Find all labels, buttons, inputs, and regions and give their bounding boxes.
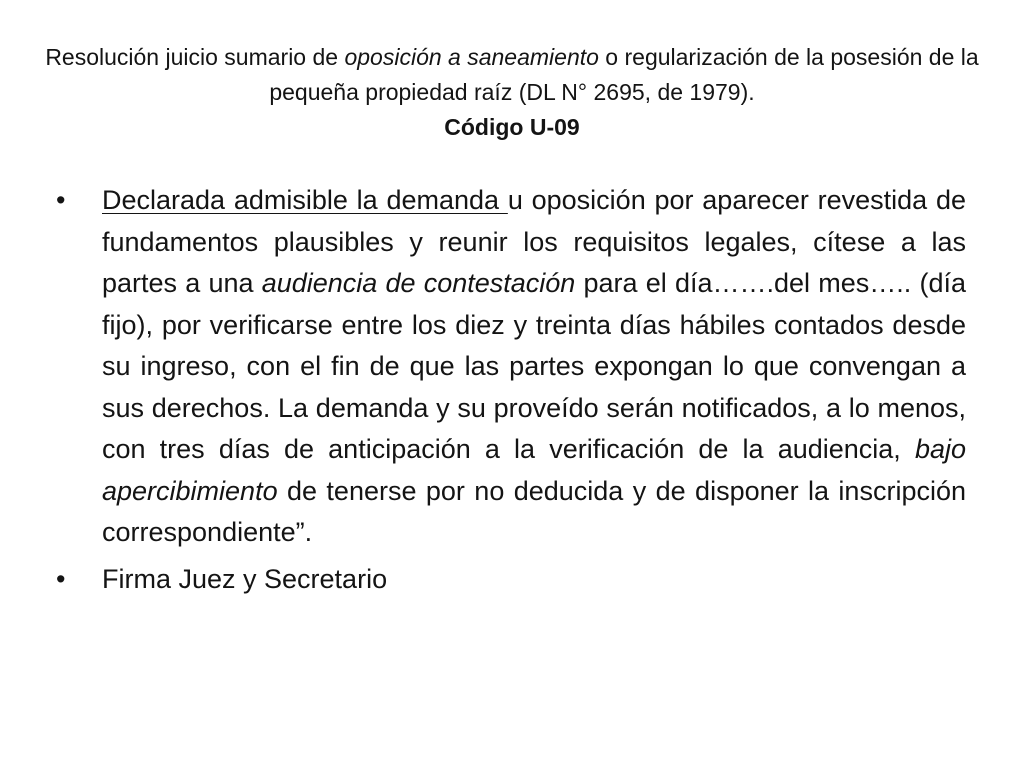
bullet-item-resolution <box>56 180 966 554</box>
signature-text: Firma Juez y Secretario <box>102 563 388 594</box>
bullet-item-signature <box>56 559 966 601</box>
bullet-list <box>56 180 966 605</box>
title-text-end: o regularización de la posesión de la pequeña propiedad raíz (DL N° 2695, de 1979). <box>269 44 979 105</box>
paragraph-text-3: de tenerse por no deducida y de disponer la inscripción correspondiente”. <box>102 475 966 547</box>
title-code: Código U-09 <box>444 114 580 140</box>
title-italic-phrase: oposición a saneamiento <box>344 44 599 70</box>
italic-phrase-audiencia: audiencia de contestación <box>261 268 576 298</box>
title-text-start: Resolución juicio sumario de <box>45 44 345 70</box>
bullet-paragraph <box>102 180 966 554</box>
paragraph-text-1: u oposición por aparecer revestida de fundamentos plausibles y reunir los requisitos legales, cítese a las partes a una <box>102 185 966 298</box>
underlined-phrase: Declarada admisible la demanda <box>102 185 508 215</box>
paragraph-text-2: para el día…….del mes….. (día fijo), por verificarse entre los diez y treinta días hábiles contados desde su ingreso, con el fin de que las partes expongan lo que convengan a sus derechos. La demanda y su proveído serán notificados, a lo menos, con tres días de anticipación a la verificación de la audiencia, <box>102 268 966 464</box>
slide-title <box>40 40 984 145</box>
bullet-icon: • <box>56 563 66 594</box>
italic-phrase-apercibimiento: bajo apercibimiento <box>102 434 966 506</box>
bullet-icon: • <box>56 185 66 215</box>
